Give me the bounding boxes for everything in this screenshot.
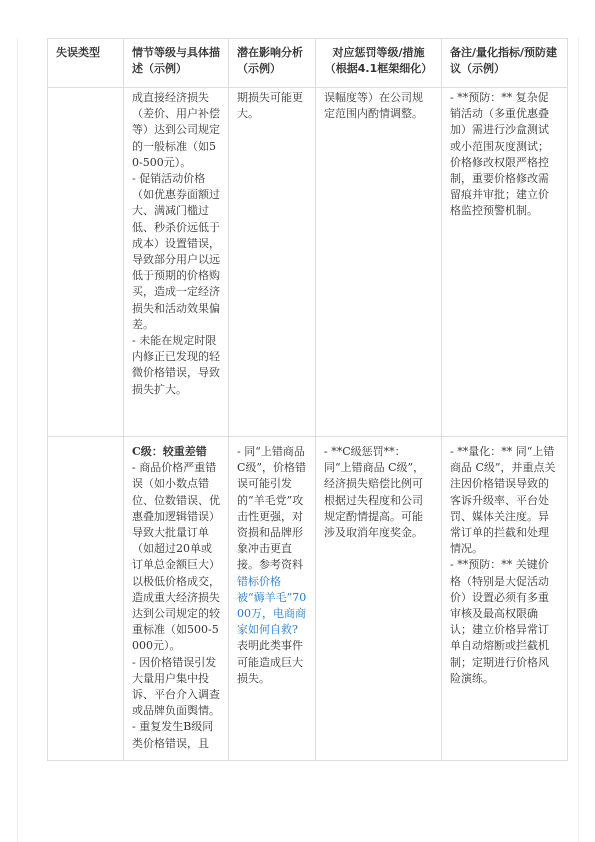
table-header-row [48,39,568,88]
notes-line: - **预防：** 复杂促销活动（多重优惠叠加）需进行沙盒测试或小范围灰度测试；价格修改权限严格控制，重要价格修改需留痕并审批；建立价格监控预警机制。 [450,91,549,218]
header-notes-prevention: 备注/量化指标/预防建议（示例） [442,39,568,88]
notes-line: - **预防：** 关键价格（特别是大促活动价）设置必须有多重审核及最高权限确认；建立价格异常订单自动熔断或拦截机制；定期进行价格风险演练。 [450,558,549,685]
header-level-description: 情节等级与具体描述（示例） [124,39,229,88]
description-line: - 促销活动价格（如优惠券面额过大、满减门槛过低、秒杀价远低于成本）设置错误，导致部分用户以远低于预期的价格购买，造成一定经济损失和活动效果偏差。 [132,172,220,331]
header-error-type: 失误类型 [48,39,124,88]
error-type-cell [48,437,124,761]
impact-cell [229,437,316,761]
impact-text-after: 表明此类事件可能造成巨大损失。 [237,639,303,685]
table-row [48,437,568,761]
impact-text: - 同“上错商品C级”，价格错误可能引发的“羊毛党”攻击性更强，对资损和品牌形象冲击更直接。参考资料 [237,445,307,572]
level-title: C级：较重差错 [132,445,207,458]
header-impact-analysis: 潜在影响分析（示例） [229,39,316,88]
description-line: - 因价格错误引发大量用户集中投诉、平台介入调查或品牌负面舆情。 [132,655,220,718]
penalty-table [47,38,568,761]
reference-link[interactable]: 错标价格被“薅羊毛”7000万，电商商家如何自救? [237,574,307,637]
description-line: 成直接经济损失（差价、用户补偿等）达到公司规定的一般标准（如50-500元）。 [132,91,220,169]
penalty-text: - **C级惩罚**：同“上错商品 C级”，经济损失赔偿比例可根据过失程度和公司规定酌情提高。可能涉及取消年度奖金。 [324,445,425,540]
document-page [17,38,579,842]
impact-text: 期损失可能更大。 [237,91,303,121]
notes-cell [442,437,568,761]
description-line: - 未能在规定时限内修正已发现的轻微价格错误，导致损失扩大。 [132,334,220,396]
error-type-cell [48,88,124,437]
description-line: - 重复发生B级同类价格错误，且 [132,720,214,750]
level-description-cell [124,88,229,437]
table-row [48,88,568,437]
level-description-cell [124,437,229,761]
penalty-text: 误幅度等）在公司规定范围内酌情调整。 [324,91,423,121]
impact-cell [229,88,316,437]
penalty-cell [316,437,442,761]
penalty-cell [316,88,442,437]
notes-cell [442,88,568,437]
header-penalty-measures: 对应惩罚等级/措施（根据4.1框架细化） [316,39,442,88]
notes-line: - **量化：** 同“上错商品 C级”，并重点关注因价格错误导致的客诉升级率、平台处罚、媒体关注度。异常订单的拦截和处理情况。 [450,445,556,556]
description-line: - 商品价格严重错误（如小数点错位、位数错误、优惠叠加逻辑错误）导致大批量订单（如超过20单或订单总金额巨大）以极低价格成交，造成重大经济损失达到公司规定的较重标准（如500-5000元）。 [132,461,220,653]
